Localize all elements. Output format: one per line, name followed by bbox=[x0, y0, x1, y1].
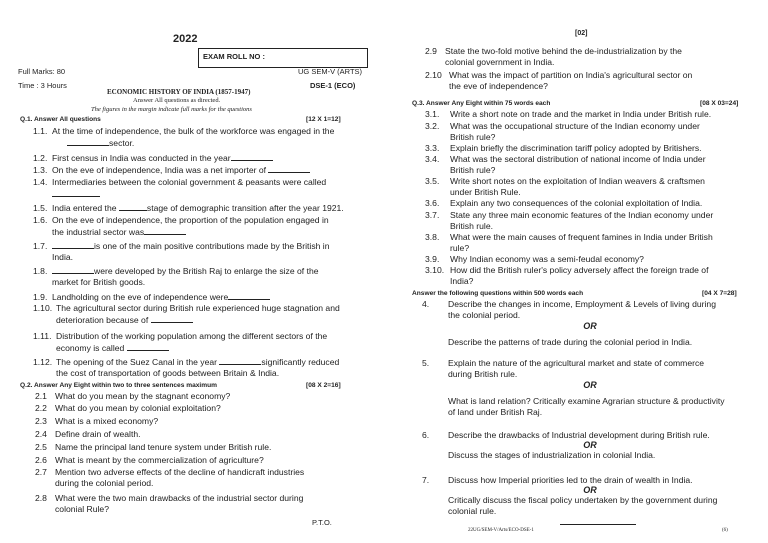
answer-blank bbox=[219, 356, 261, 365]
or-label: OR bbox=[583, 380, 597, 390]
question-2-4: 2.4 Define drain of wealth. bbox=[35, 429, 141, 439]
question-3-7: 3.7. State any three main economic features of the Indian economy under British rule. bbox=[425, 210, 714, 231]
question-3-8: 3.8. What were the main causes of frequent famines in India under British rule? bbox=[425, 232, 713, 253]
question-3-1: 3.1. Write a short note on trade and the market in India under British rule. bbox=[425, 109, 712, 119]
end-rule bbox=[560, 524, 636, 525]
question-3-6: 3.6. Explain any two consequences of the colonial exploitation of India. bbox=[425, 198, 703, 208]
q3-heading: Q.3. Answer Any Eight within 75 words each bbox=[412, 100, 551, 107]
question-2-7: 2.7 Mention two adverse effects of the decline of handicraft industries during the colonial period. bbox=[35, 467, 305, 488]
answer-blank bbox=[119, 202, 147, 211]
question-1-4: 1.4. Intermediaries between the colonial government & peasants were called bbox=[33, 177, 326, 199]
q4-marks: [04 X 7=28] bbox=[702, 290, 737, 297]
footer-right: (6) bbox=[722, 528, 728, 533]
question-3-5: 3.5. Write short notes on the exploitation of Indian weavers & craftsmen under British Rule. bbox=[425, 176, 705, 197]
q4-heading: Answer the following questions within 500 words each bbox=[412, 290, 584, 297]
answer-blank bbox=[151, 314, 193, 323]
roll-no-box bbox=[198, 48, 368, 68]
question-1-9: 1.9. Landholding on the eve of independence were bbox=[33, 291, 270, 303]
question-1-6: 1.6. On the eve of independence, the proportion of the population engaged in the industrial sector was bbox=[33, 215, 329, 237]
question-3-10: 3.10. How did the British ruler's policy adversely affect the foreign trade of India? bbox=[425, 265, 709, 286]
pto-label: P.T.O. bbox=[312, 518, 332, 527]
question-1-3: 1.3. On the eve of independence, India was a net importer of bbox=[33, 164, 310, 176]
exam-year: 2022 bbox=[173, 33, 198, 45]
question-5: 5. Explain the nature of the agricultural market and state of commerce during British rule. bbox=[422, 358, 705, 379]
question-5-alt: What is land relation? Critically examine Agrarian structure & productivity of land under British Raj. bbox=[448, 396, 725, 417]
question-1-12: 1.12. The opening of the Suez Canal in the year significantly reduced the cost of transportation of goods between Britain & India. bbox=[33, 357, 340, 378]
question-6: 6. Describe the drawbacks of Industrial development during British rule. bbox=[422, 430, 710, 440]
question-4: 4. Describe the changes in income, Employment & Levels of living during the colonial period. bbox=[422, 299, 716, 320]
answer-blank bbox=[268, 164, 310, 173]
question-2-9: 2.9 State the two-fold motive behind the de-industrialization by the colonial government in India. bbox=[425, 46, 682, 67]
question-2-5: 2.5 Name the principal land tenure system under British rule. bbox=[35, 442, 272, 452]
question-1-8: 1.8. were developed by the British Raj to enlarge the size of the market for British goods. bbox=[33, 266, 319, 287]
question-1-1: 1.1. At the time of independence, the bulk of the workforce was engaged in the sector. bbox=[33, 126, 335, 148]
question-2-10: 2.10 What was the impact of partition on India's agricultural sector on the eve of independence? bbox=[425, 70, 693, 91]
question-2-3: 2.3 What is a mixed economy? bbox=[35, 416, 159, 426]
footer-code: 22UG/SEM-V/Arts/ECO-DSE-1 bbox=[468, 528, 534, 533]
answer-blank bbox=[127, 342, 169, 351]
question-1-7: 1.7. is one of the main positive contributions made by the British in India. bbox=[33, 241, 330, 262]
q2-marks: [08 X 2=16] bbox=[306, 382, 341, 389]
question-3-4: 3.4. What was the sectoral distribution of national income of India under British rule? bbox=[425, 154, 706, 175]
question-7-alt: Critically discuss the fiscal policy undertaken by the government during colonial rule. bbox=[448, 495, 718, 516]
exam-time: Time : 3 Hours bbox=[18, 81, 67, 90]
semester: UG SEM-V (ARTS) bbox=[298, 67, 363, 76]
or-label: OR bbox=[583, 321, 597, 331]
q2-heading: Q.2. Answer Any Eight within two to three sentences maximum bbox=[20, 382, 217, 389]
answer-blank bbox=[52, 188, 100, 197]
q1-heading: Q.1. Answer All questions bbox=[20, 116, 101, 123]
question-3-2: 3.2. What was the occupational structure of the Indian economy under British rule? bbox=[425, 121, 700, 142]
answer-blank bbox=[52, 265, 94, 274]
answer-blank bbox=[144, 226, 186, 235]
paper-code: DSE-1 (ECO) bbox=[310, 81, 356, 90]
question-3-9: 3.9. Why Indian economy was a semi-feudal economy? bbox=[425, 254, 644, 264]
or-label: OR bbox=[583, 485, 597, 495]
roll-no-label: EXAM ROLL NO : bbox=[203, 52, 265, 61]
q1-marks: [12 X 1=12] bbox=[306, 116, 341, 123]
question-1-2: 1.2. First census in India was conducted in the year bbox=[33, 152, 273, 164]
subject-title: ECONOMIC HISTORY OF INDIA (1857-1947) bbox=[107, 88, 251, 96]
question-2-6: 2.6 What is meant by the commercialization of agriculture? bbox=[35, 455, 264, 465]
page-number: [02] bbox=[575, 30, 588, 37]
question-1-5: 1.5. India entered the stage of demographic transition after the year 1921. bbox=[33, 203, 344, 213]
or-label: OR bbox=[583, 440, 597, 450]
full-marks: Full Marks: 80 bbox=[18, 67, 66, 76]
q3-marks: [08 X 03=24] bbox=[700, 100, 739, 107]
question-2-8: 2.8 What were the two main drawbacks of the industrial sector during colonial Rule? bbox=[35, 493, 304, 514]
margin-note: The figures in the margin indicate full marks for the questions bbox=[91, 106, 252, 113]
question-3-3: 3.3. Explain briefly the discrimination tariff policy adopted by Britishers. bbox=[425, 143, 702, 153]
question-7: 7. Discuss how Imperial priorities led to the drain of wealth in India. bbox=[422, 475, 693, 485]
question-6-alt: Discuss the stages of industrialization in colonial India. bbox=[448, 450, 656, 460]
question-2-2: 2.2 What do you mean by colonial exploitation? bbox=[35, 403, 221, 413]
question-1-11: 1.11. Distribution of the working population among the different sectors of the economy is called bbox=[33, 331, 328, 353]
answer-blank bbox=[228, 291, 270, 300]
question-4-alt: Describe the patterns of trade during the colonial period in India. bbox=[448, 337, 693, 347]
answer-all-instruction: Answer All questions as directed. bbox=[133, 97, 221, 104]
answer-blank bbox=[52, 240, 94, 249]
answer-blank bbox=[231, 152, 273, 161]
question-1-10: 1.10. The agricultural sector during British rule experienced huge stagnation and deterioration because of bbox=[33, 303, 340, 325]
question-2-1: 2.1 What do you mean by the stagnant economy? bbox=[35, 391, 231, 401]
